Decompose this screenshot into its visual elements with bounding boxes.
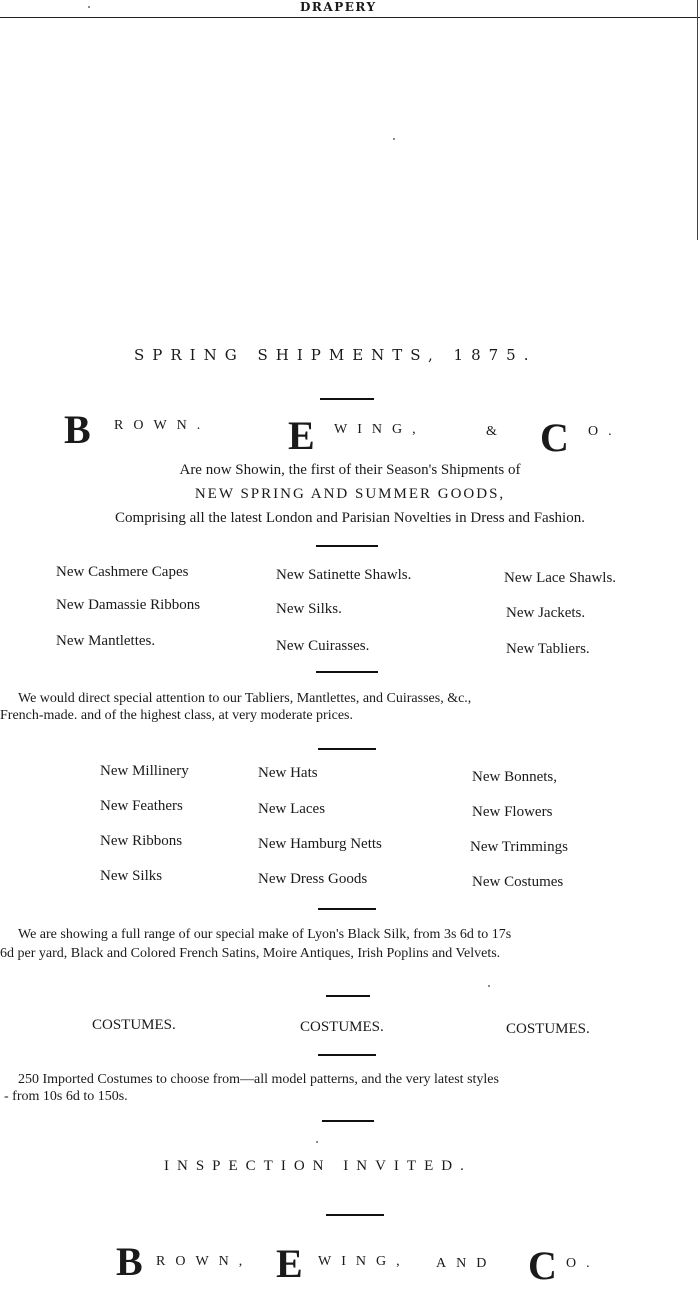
firm-initial-b: B [64,407,91,452]
list-item: New Trimmings [470,839,568,855]
divider [322,1120,374,1122]
list-item: New Cashmere Capes [56,564,189,580]
inspection-invited: INSPECTION INVITED. [164,1158,472,1174]
firm-o: O. [566,1256,600,1271]
list-item: New Laces [258,801,326,817]
costumes-heading: COSTUMES. [92,1017,176,1033]
list-item: New Costumes [472,874,564,890]
list-item: New Bonnets, [472,769,557,785]
notice-paragraph-1-cont: French-made. and of the highest class, at very moderate prices. [0,708,353,723]
list-item: New Lace Shawls. [504,570,617,586]
list-item: New Cuirasses. [276,638,370,654]
firm-name [0,407,700,460]
divider [316,671,378,673]
list-item: New Silks. [276,601,342,617]
firm-initial-e: E [276,1241,303,1286]
advert-heading: SPRING SHIPMENTS, 1875. [134,346,537,364]
list-item: New Ribbons [100,833,183,849]
intro-line-1: Are now Showin, the first of their Season's Shipments of [179,462,521,478]
divider [318,908,376,910]
firm-wing: WING, [318,1254,410,1269]
column-rule [697,0,698,240]
scan-speck [88,6,90,8]
notice-paragraph-1: We would direct special attention to our Tabliers, Mantlettes, and Cuirasses, &c., [18,691,472,706]
firm-o: O. [588,424,622,439]
list-item: New Damassie Ribbons [56,597,201,613]
list-item: New Mantlettes. [56,633,156,649]
firm-initial-c: C [540,415,569,460]
costumes-heading: COSTUMES. [506,1021,590,1037]
divider [316,545,378,547]
silk-paragraph: We are showing a full range of our special make of Lyon's Black Silk, from 3s 6d to 17s [18,927,512,942]
divider [320,398,374,400]
intro-line-2: NEW SPRING AND SUMMER GOODS, [194,486,506,502]
list-item: New Feathers [100,798,183,814]
firm-initial-e: E [288,413,315,458]
divider [326,1214,384,1216]
scan-speck [316,1141,318,1143]
running-head: DRAPERY [300,0,377,14]
intro-line-3: Comprising all the latest London and Parisian Novelties in Dress and Fashion. [115,510,585,526]
firm-initial-c: C [528,1243,557,1288]
firm-ampersand: & [486,424,497,439]
header-rule [0,17,700,18]
list-item: New Satinette Shawls. [276,567,412,583]
list-item: New Flowers [472,804,553,820]
firm-rown: ROWN. [114,418,211,433]
list-item: New Hamburg Netts [258,836,382,852]
costumes-heading: COSTUMES. [300,1019,384,1035]
list-item: New Millinery [100,763,189,779]
silk-paragraph-cont: 6d per yard, Black and Colored French Satins, Moire Antiques, Irish Poplins and Velvets. [0,946,501,961]
firm-wing: WING, [334,422,426,437]
firm-rown: ROWN, [156,1254,253,1269]
costumes-paragraph: 250 Imported Costumes to choose from—all model patterns, and the very latest styles [18,1072,499,1087]
list-item: New Dress Goods [258,871,368,887]
footer-firm-name [0,1238,700,1288]
list-item: New Silks [100,868,163,884]
scan-speck [488,985,490,987]
firm-initial-b: B [116,1239,143,1284]
list-item: New Jackets. [506,605,586,621]
divider [326,995,370,997]
scan-speck [393,138,395,140]
firm-and: AND [436,1256,497,1271]
costumes-paragraph-cont: - from 10s 6d to 150s. [4,1089,128,1104]
divider [318,1054,376,1056]
list-item: New Tabliers. [506,641,590,657]
divider [318,748,376,750]
list-item: New Hats [258,765,318,781]
